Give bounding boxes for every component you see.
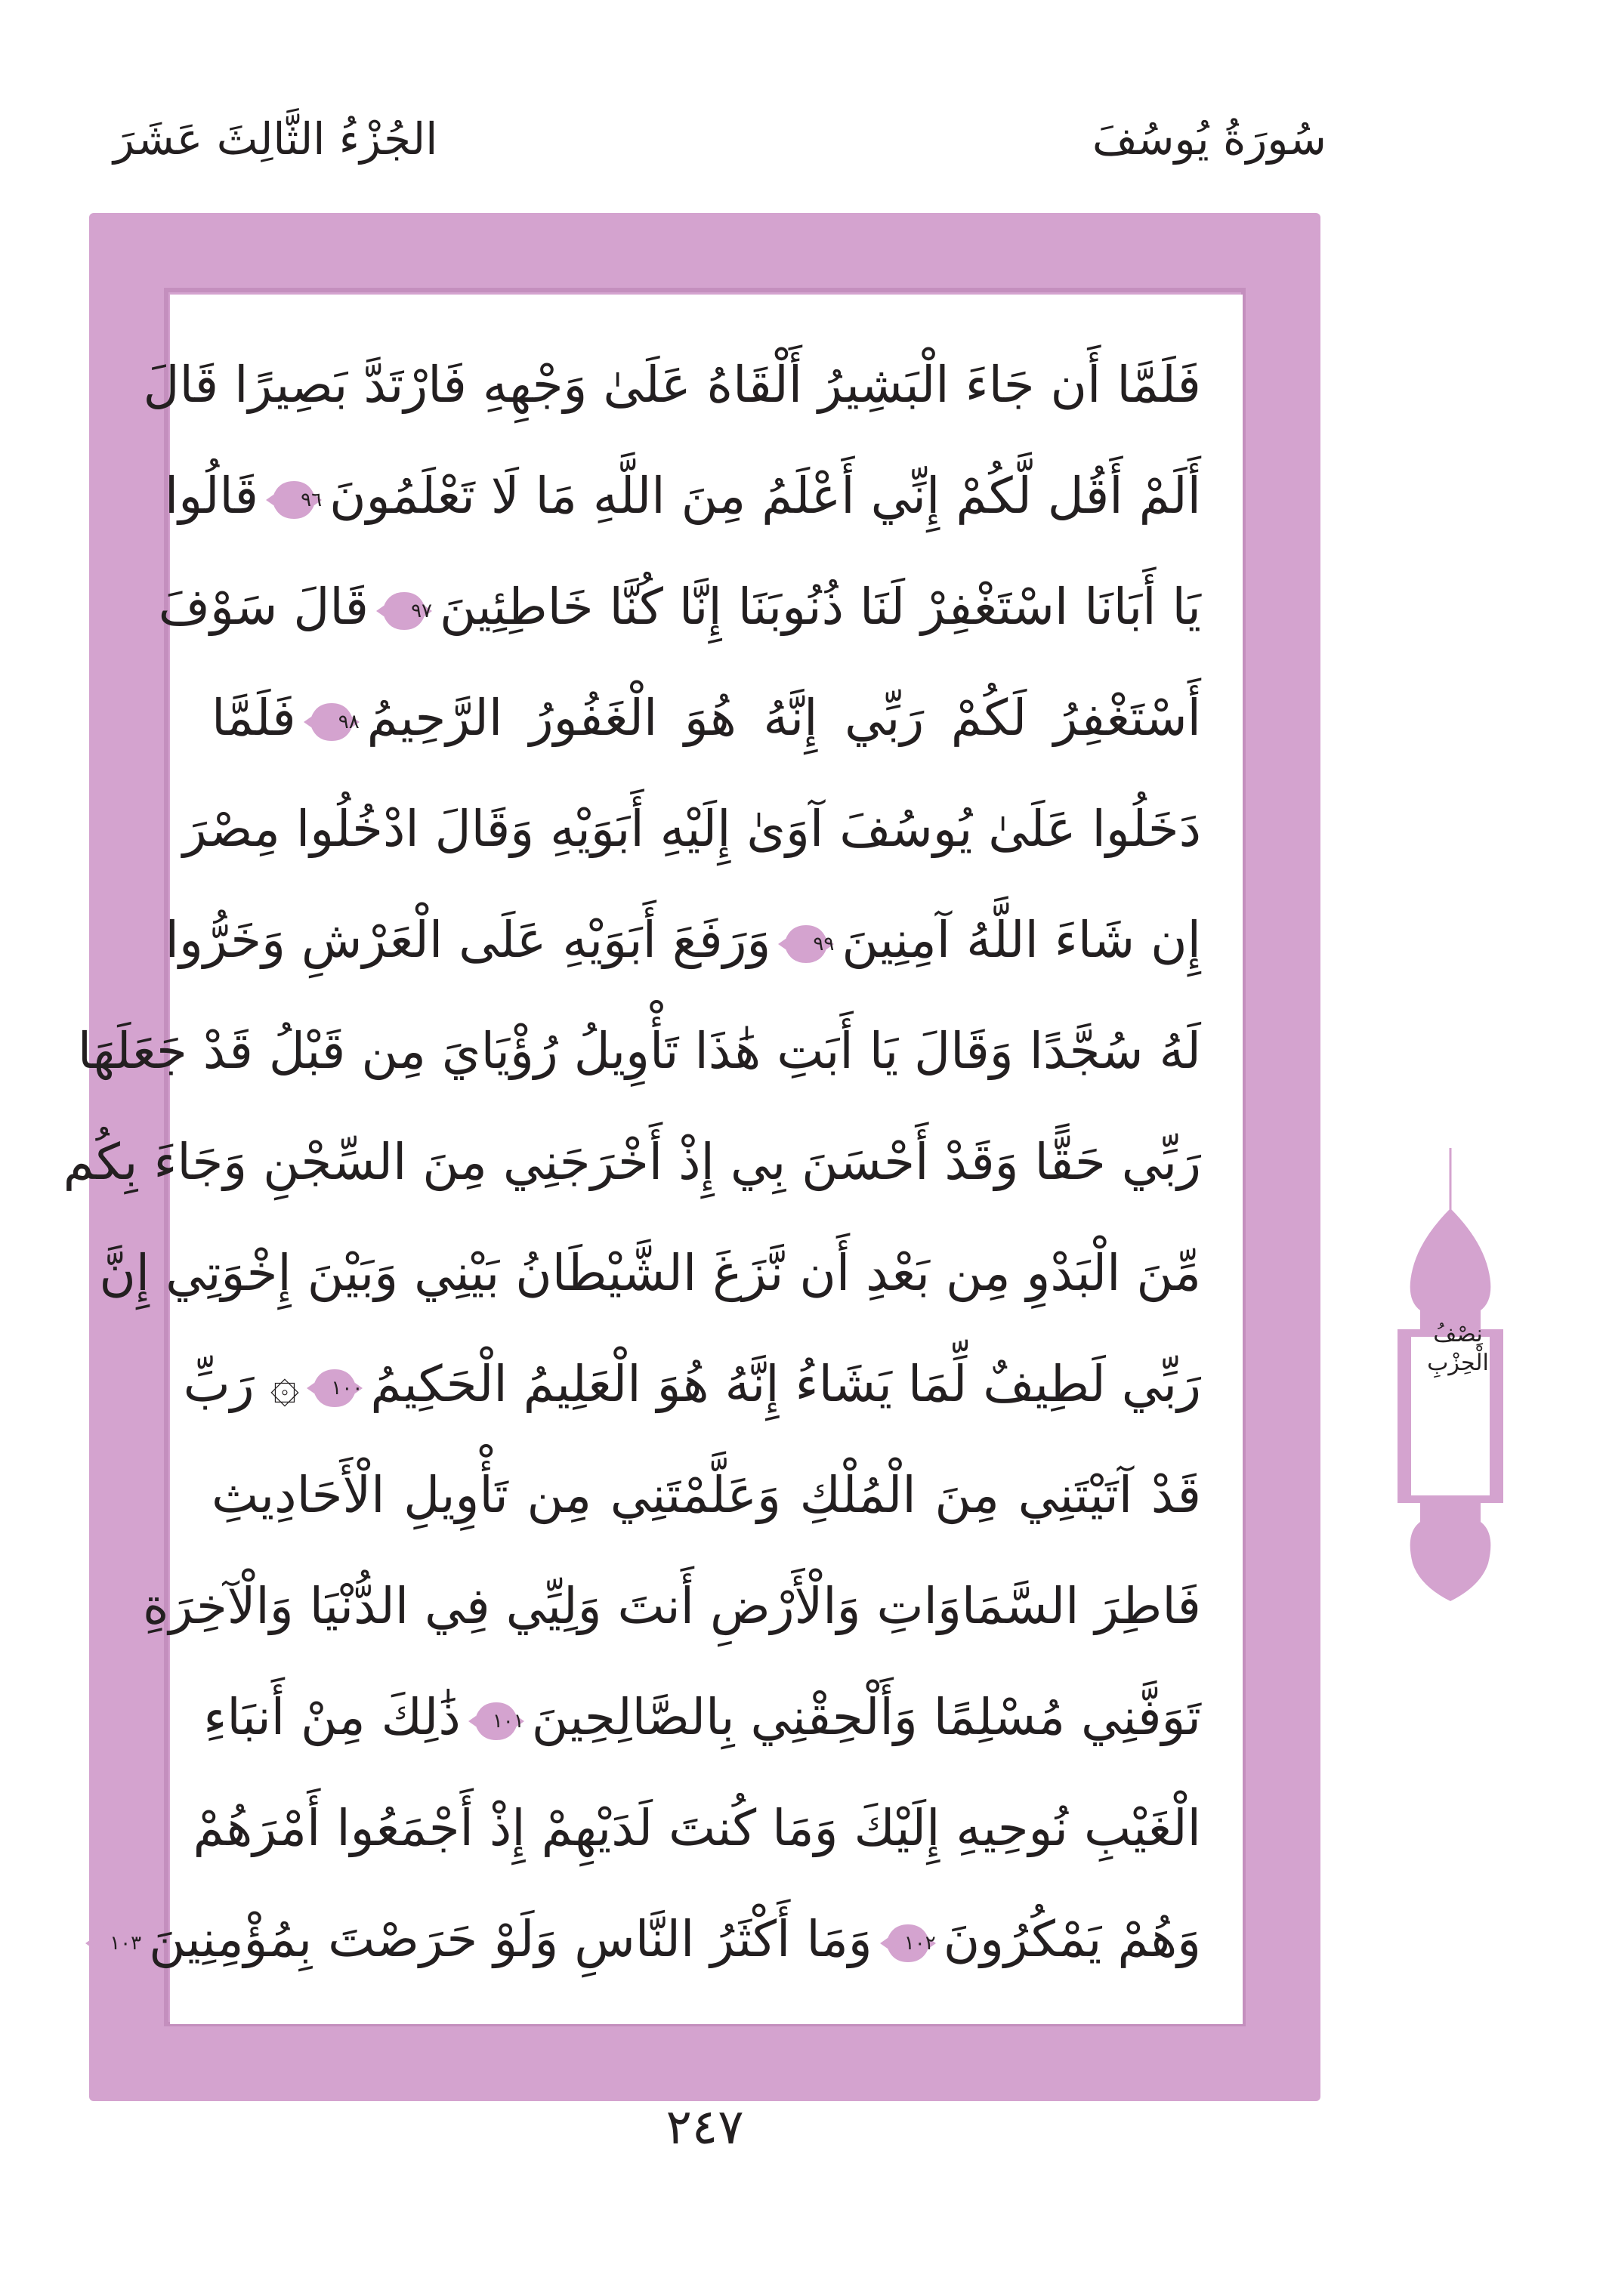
- ayah-number-marker: [778, 922, 834, 966]
- ayah-number-marker: [307, 1366, 363, 1410]
- ayah-number: ١٠٣: [110, 1932, 142, 1955]
- verse-line: [143, 332, 1201, 438]
- verse-line: [77, 998, 1201, 1104]
- verse-line: [63, 1109, 1201, 1215]
- verse-text: ذَٰلِكَ مِنْ أَنبَاءِ: [203, 1688, 461, 1746]
- hizb-label: [1414, 1320, 1502, 1378]
- ayah-number: ٩٦: [301, 489, 323, 511]
- hizb-label-line1: نِصْفُ: [1433, 1321, 1483, 1347]
- verse-text: أَلَمْ أَقُل لَّكُمْ إِنِّي أَعْلَمُ مِنَ اللَّهِ مَا لَا تَعْلَمُونَ: [329, 467, 1201, 525]
- ayah-number-marker: [880, 1921, 936, 1965]
- verse-text: رَبِّي لَطِيفٌ لِّمَا يَشَاءُ إِنَّهُ هُوَ الْعَلِيمُ الْحَكِيمُ: [370, 1355, 1201, 1413]
- verse-text: فَلَمَّا أَن جَاءَ الْبَشِيرُ أَلْقَاهُ عَلَىٰ وَجْهِهِ فَارْتَدَّ بَصِيرًا قَالَ: [143, 356, 1201, 414]
- verse-line: [212, 1443, 1201, 1548]
- verse-text: وَمَا أَكْثَرُ النَّاسِ وَلَوْ حَرَصْتَ بِمُؤْمِنِينَ: [149, 1910, 872, 1968]
- ayah-number-marker: [304, 700, 360, 744]
- verse-text: قَالَ سَوْفَ: [158, 578, 369, 636]
- juz-name: الجُزْءُ الثَّالِثَ عَشَرَ: [113, 113, 438, 165]
- hizb-label-line2: الْحِزْبِ: [1427, 1350, 1489, 1376]
- verse-text: قَالُوا: [164, 467, 259, 525]
- verse-text: ۞ رَبِّ: [183, 1355, 300, 1413]
- verse-text: وَرَفَعَ أَبَوَيْهِ عَلَى الْعَرْشِ وَخَرُّوا: [165, 911, 771, 969]
- verse-line: [142, 1554, 1201, 1659]
- ayah-number: ٩٨: [338, 711, 360, 733]
- verse-line: [165, 887, 1201, 993]
- verse-line: [193, 1776, 1201, 1881]
- verse-text: لَهُ سُجَّدًا وَقَالَ يَا أَبَتِ هَٰذَا تَأْوِيلُ رُؤْيَايَ مِن قَبْلُ قَدْ جَعَلَهَا: [77, 1022, 1201, 1080]
- verse-text: دَخَلُوا عَلَىٰ يُوسُفَ آوَىٰ إِلَيْهِ أَبَوَيْهِ وَقَالَ ادْخُلُوا مِصْرَ: [182, 800, 1201, 858]
- surah-name: سُورَةُ يُوسُفَ: [1092, 113, 1326, 165]
- ayah-number-marker: [85, 1921, 141, 1965]
- ayah-number-marker: [266, 478, 322, 522]
- verse-line: [110, 1887, 1201, 1992]
- verse-text: إِن شَاءَ اللَّهُ آمِنِينَ: [842, 911, 1201, 969]
- ayah-number: ١٠١: [492, 1710, 524, 1733]
- verse-text: تَوَفَّنِي مُسْلِمًا وَأَلْحِقْنِي بِالصَّالِحِينَ: [531, 1688, 1201, 1746]
- verse-text: مِّنَ الْبَدْوِ مِن بَعْدِ أَن نَّزَغَ الشَّيْطَانُ بَيْنِي وَبَيْنَ إِخْوَتِي إِنَّ: [99, 1244, 1201, 1302]
- verse-text: يَا أَبَانَا اسْتَغْفِرْ لَنَا ذُنُوبَنَا إِنَّا كُنَّا خَاطِئِينَ: [440, 578, 1201, 636]
- page-number: ٢٤٧: [666, 2100, 744, 2156]
- verse-text: رَبِّي حَقًّا وَقَدْ أَحْسَنَ بِي إِذْ أَخْرَجَنِي مِنَ السِّجْنِ وَجَاءَ بِكُم: [63, 1133, 1201, 1191]
- ayah-number-marker: [376, 589, 432, 633]
- verse-line: [182, 776, 1201, 882]
- verse-line: [183, 1332, 1201, 1437]
- verse-line: [164, 443, 1201, 549]
- verse-line: [99, 1221, 1201, 1326]
- verse-text: فَلَمَّا: [212, 689, 296, 747]
- verse-text: قَدْ آتَيْتَنِي مِنَ الْمُلْكِ وَعَلَّمْتَنِي مِن تَأْوِيلِ الْأَحَادِيثِ: [212, 1466, 1201, 1524]
- ayah-number: ٩٩: [813, 933, 835, 955]
- verse-line: [158, 554, 1201, 660]
- ayah-number: ١٠٢: [903, 1932, 936, 1955]
- verse-text: أَسْتَغْفِرُ لَكُمْ رَبِّي إِنَّهُ هُوَ الْغَفُورُ الرَّحِيمُ: [366, 689, 1201, 747]
- verse-text: فَاطِرَ السَّمَاوَاتِ وَالْأَرْضِ أَنتَ وَلِيِّي فِي الدُّنْيَا وَالْآخِرَةِ: [142, 1577, 1201, 1635]
- ayah-number: ٩٧: [411, 600, 433, 622]
- ayah-number: ١٠٠: [331, 1377, 363, 1400]
- ayah-number-marker: [468, 1699, 524, 1743]
- verse-line: [212, 665, 1201, 771]
- text-panel: [63, 295, 1243, 2024]
- verse-line: [203, 1665, 1201, 1770]
- verse-text: الْغَيْبِ نُوحِيهِ إِلَيْكَ وَمَا كُنتَ لَدَيْهِمْ إِذْ أَجْمَعُوا أَمْرَهُمْ: [193, 1799, 1201, 1857]
- verse-text: وَهُمْ يَمْكُرُونَ: [943, 1910, 1201, 1968]
